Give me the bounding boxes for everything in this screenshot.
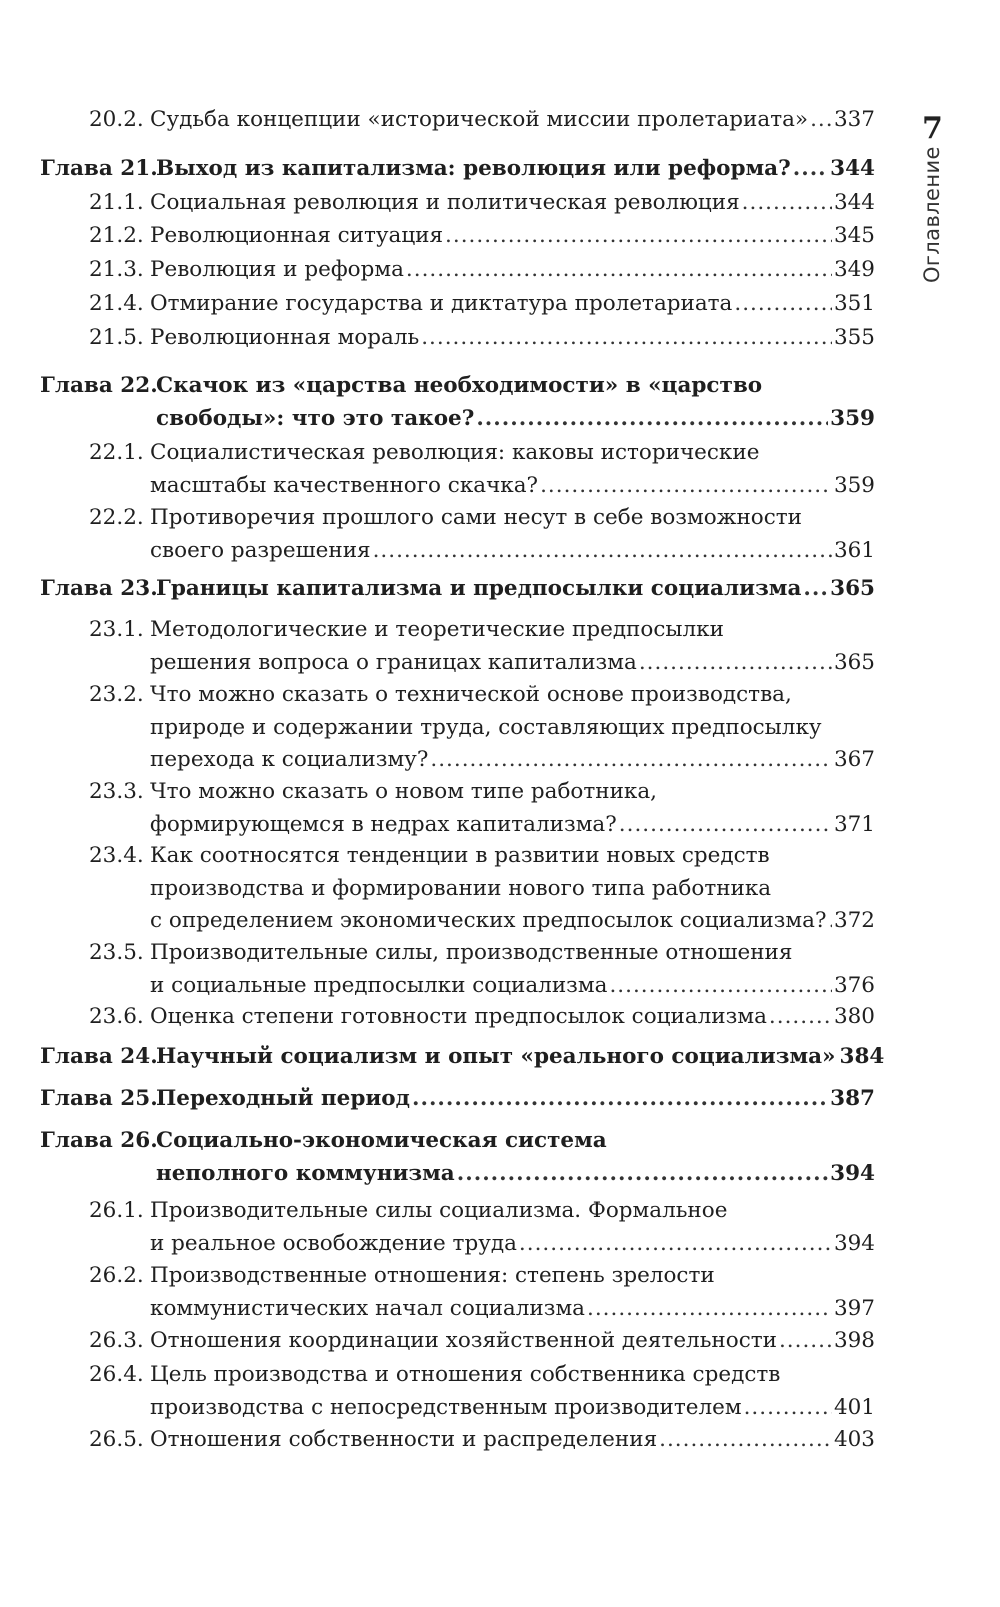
- toc-entry-title: [150, 322, 875, 355]
- toc-entry-number: 26.3.: [89, 1328, 144, 1353]
- toc-page-number[interactable]: 387: [830, 1086, 875, 1111]
- toc-entry-number: Глава 25.: [40, 1086, 158, 1111]
- toc-chapter-entry[interactable]: [0, 573, 1000, 606]
- toc-page-number[interactable]: 337: [833, 107, 875, 132]
- toc-entry-line: [150, 1424, 875, 1457]
- toc-page-number[interactable]: 365: [833, 649, 875, 675]
- toc-page-number[interactable]: 344: [830, 156, 875, 181]
- toc-page-number[interactable]: 359: [833, 472, 875, 498]
- dot-leader: [810, 104, 832, 137]
- toc-entry-title: [156, 1083, 875, 1116]
- toc-entry-line: [150, 220, 875, 253]
- toc-entry-title: [150, 1359, 875, 1424]
- toc-entry-number: 26.4.: [89, 1362, 144, 1387]
- toc-section-entry[interactable]: [0, 104, 1000, 137]
- toc-page-number[interactable]: 355: [833, 325, 875, 350]
- toc-section-entry[interactable]: [0, 502, 1000, 567]
- toc-entry-title: [150, 679, 875, 777]
- toc-entry-line: [156, 1125, 875, 1158]
- toc-entry-number: 21.4.: [89, 291, 144, 316]
- toc-entry-line: [150, 502, 875, 535]
- dot-leader: [659, 1424, 832, 1457]
- toc-entry-title: [150, 220, 875, 253]
- toc-entry-line-text: Производственные отношения: степень зрелости: [150, 1263, 715, 1288]
- toc-entry-line: [150, 776, 875, 809]
- toc-entry-title: [150, 776, 875, 841]
- toc-entry-line: [150, 1228, 875, 1261]
- toc-section-entry[interactable]: [0, 840, 1000, 938]
- toc-entry-line-text: Отмирание государства и диктатура пролетариата: [150, 291, 733, 316]
- toc-page-number[interactable]: 380: [833, 1004, 875, 1029]
- toc-entry-line-text: масштабы качественного скачка?: [150, 472, 539, 498]
- toc-entry-title: [150, 1325, 875, 1358]
- toc-entry-number: 23.1.: [89, 617, 144, 642]
- toc-entry-number: 22.1.: [89, 440, 144, 465]
- toc-page-number[interactable]: 372: [833, 908, 875, 933]
- toc-entry-number: 23.3.: [89, 779, 144, 804]
- toc-entry-line-text: производства с непосредственным производителем: [150, 1394, 742, 1420]
- toc-page-number[interactable]: 344: [833, 190, 875, 215]
- toc-entry-number: Глава 21.: [40, 156, 158, 181]
- toc-section-entry[interactable]: [0, 679, 1000, 777]
- toc-section-entry[interactable]: [0, 220, 1000, 253]
- toc-entry-line: [150, 1359, 875, 1392]
- toc-entry-line: [150, 970, 875, 1003]
- toc-entry-line: [156, 1158, 875, 1191]
- toc-entry-line: [150, 1325, 875, 1358]
- toc-entry-title: [156, 370, 875, 435]
- dot-leader: [540, 470, 832, 503]
- toc-entry-title: [150, 254, 875, 287]
- toc-entry-line: [150, 647, 875, 680]
- toc-entry-line-text: Что можно сказать о технической основе производства,: [150, 682, 792, 707]
- toc-entry-line-text: свободы»: что это такое?: [156, 405, 475, 431]
- toc-page-number[interactable]: 371: [833, 811, 875, 837]
- page-number: 7: [922, 111, 943, 146]
- toc-entry-number: Глава 23.: [40, 576, 158, 601]
- dot-leader: [421, 322, 832, 355]
- toc-entry-line: [156, 403, 875, 436]
- toc-entry-line-text: природе и содержании труда, составляющих предпосылку: [150, 714, 822, 740]
- toc-page-number[interactable]: 359: [830, 405, 875, 431]
- toc-section-entry[interactable]: [0, 437, 1000, 502]
- dot-leader: [476, 403, 828, 436]
- toc-page-number[interactable]: 384: [839, 1044, 885, 1069]
- toc-entry-number: Глава 22.: [40, 373, 158, 398]
- toc-entry-number: Глава 24.: [40, 1044, 158, 1069]
- toc-entry-line: [150, 322, 875, 355]
- toc-chapter-entry[interactable]: [0, 153, 1000, 186]
- toc-page-number[interactable]: 394: [833, 1230, 875, 1256]
- toc-entry-title: [150, 187, 875, 220]
- toc-entry-title: [150, 1195, 875, 1260]
- toc-entry-line: [156, 153, 875, 186]
- dot-leader: [828, 905, 831, 938]
- toc-entry-number: 23.2.: [89, 682, 144, 707]
- toc-section-entry[interactable]: [0, 1424, 1000, 1457]
- toc-entry-line: [150, 1001, 875, 1034]
- toc-entry-line-text: и реальное освобождение труда: [150, 1230, 517, 1256]
- toc-entry-line-text: Переходный период: [156, 1086, 410, 1111]
- toc-entry-number: 21.2.: [89, 223, 144, 248]
- toc-entry-title: [156, 153, 875, 186]
- toc-entry-line: [156, 370, 875, 403]
- toc-entry-line-text: Отношения собственности и распределения: [150, 1427, 658, 1452]
- toc-entry-line-text: Противоречия прошлого сами несут в себе возможности: [150, 505, 803, 530]
- dot-leader: [457, 1158, 828, 1191]
- dot-leader: [412, 1083, 828, 1116]
- toc-page-number[interactable]: 361: [833, 537, 875, 563]
- toc-entry-line-text: Цель производства и отношения собственника средств: [150, 1362, 781, 1387]
- toc-entry-line: [150, 104, 875, 137]
- toc-entry-line: [150, 1392, 875, 1425]
- toc-entry-line-text: и социальные предпосылки социализма: [150, 972, 608, 998]
- toc-chapter-entry[interactable]: [0, 1125, 1000, 1190]
- toc-entry-number: 23.6.: [89, 1004, 144, 1029]
- toc-entry-line: [150, 1195, 875, 1228]
- toc-entry-line: [150, 744, 875, 777]
- toc-entry-title: [150, 437, 875, 502]
- toc-entry-number: 21.1.: [89, 190, 144, 215]
- toc-entry-number: 26.5.: [89, 1427, 144, 1452]
- toc-entry-line-text: Границы капитализма и предпосылки социализма: [156, 576, 802, 601]
- toc-entry-title: [150, 104, 875, 137]
- toc-entry-title: [150, 937, 875, 1002]
- dot-leader: [619, 809, 832, 842]
- toc-entry-line: [150, 1260, 875, 1293]
- toc-entry-number: 26.2.: [89, 1263, 144, 1288]
- toc-entry-line-text: Научный социализм и опыт «реального социализма»: [156, 1044, 836, 1069]
- toc-entry-title: [150, 840, 875, 938]
- toc-section-entry[interactable]: [0, 937, 1000, 1002]
- toc-entry-line: [150, 905, 875, 938]
- toc-entry-line: [150, 679, 875, 712]
- toc-page-number[interactable]: 397: [833, 1295, 875, 1321]
- toc-entry-line: [150, 873, 875, 906]
- toc-entry-number: 23.4.: [89, 843, 144, 868]
- toc-entry-title: [150, 502, 875, 567]
- toc-section-entry[interactable]: [0, 1325, 1000, 1358]
- dot-leader: [373, 535, 832, 568]
- toc-entry-line: [150, 187, 875, 220]
- toc-entry-number: 20.2.: [89, 107, 144, 132]
- toc-entry-line-text: Методологические и теоретические предпосылки: [150, 617, 724, 642]
- toc-entry-line-text: формирующемся в недрах капитализма?: [150, 811, 617, 837]
- toc-entry-title: [150, 614, 875, 679]
- dot-leader: [742, 187, 832, 220]
- dot-leader: [639, 647, 832, 680]
- toc-entry-line: [150, 712, 875, 745]
- dot-leader: [587, 1293, 832, 1326]
- toc-section-entry[interactable]: [0, 776, 1000, 841]
- toc-entry-title: [156, 573, 875, 606]
- toc-entry-line-text: производства и формировании нового типа работника: [150, 875, 772, 901]
- toc-entry-line-text: Производительные силы социализма. Формальное: [150, 1198, 728, 1223]
- toc-page-number[interactable]: 349: [833, 257, 875, 282]
- dot-leader: [430, 744, 832, 777]
- toc-entry-line: [150, 937, 875, 970]
- toc-entry-line: [150, 288, 875, 321]
- toc-page-number[interactable]: 403: [833, 1427, 875, 1452]
- toc-entry-line: [150, 1293, 875, 1326]
- toc-page-number[interactable]: 394: [830, 1160, 875, 1186]
- toc-section-entry[interactable]: [0, 322, 1000, 355]
- toc-entry-number: 21.3.: [89, 257, 144, 282]
- toc-entry-line-text: Социальная революция и политическая революция: [150, 190, 740, 215]
- toc-entry-line-text: Скачок из «царства необходимости» в «царство: [156, 373, 763, 398]
- toc-entry-line-text: Оценка степени готовности предпосылок социализма: [150, 1004, 767, 1029]
- toc-page-number[interactable]: 398: [833, 1328, 875, 1353]
- dot-leader: [779, 1325, 832, 1358]
- toc-section-entry[interactable]: [0, 1260, 1000, 1325]
- toc-entry-line-text: Революция и реформа: [150, 257, 404, 282]
- toc-entry-line-text: с определением экономических предпосылок социализма?: [150, 908, 827, 933]
- toc-entry-line-text: своего разрешения: [150, 537, 371, 563]
- toc-entry-line: [150, 437, 875, 470]
- dot-leader: [406, 254, 832, 287]
- toc-chapter-entry[interactable]: [0, 1041, 1000, 1074]
- toc-entry-title: [150, 288, 875, 321]
- toc-page-number[interactable]: 365: [830, 576, 875, 601]
- toc-page-number[interactable]: 376: [833, 972, 875, 998]
- toc-entry-line: [156, 1041, 885, 1074]
- toc-page-number[interactable]: 367: [833, 747, 875, 772]
- toc-entry-line: [150, 470, 875, 503]
- toc-entry-line-text: Судьба концепции «исторической миссии пролетариата»: [150, 107, 809, 132]
- toc-entry-line-text: Отношения координации хозяйственной деятельности: [150, 1328, 777, 1353]
- toc-entry-title: [150, 1424, 875, 1457]
- dot-leader: [445, 220, 832, 253]
- toc-entry-number: 22.2.: [89, 505, 144, 530]
- dot-leader: [769, 1001, 832, 1034]
- toc-entry-line-text: решения вопроса о границах капитализма: [150, 649, 637, 675]
- toc-entry-title: [156, 1125, 875, 1190]
- toc-section-entry[interactable]: [0, 187, 1000, 220]
- toc-entry-title: [156, 1041, 885, 1074]
- toc-entry-line-text: Что можно сказать о новом типе работника,: [150, 779, 658, 804]
- toc-entry-line: [156, 573, 875, 606]
- toc-entry-line-text: Производительные силы, производственные отношения: [150, 940, 793, 965]
- toc-entry-line-text: Революционная мораль: [150, 325, 420, 350]
- toc-entry-line: [156, 1083, 875, 1116]
- toc-entry-line-text: неполного коммунизма: [156, 1160, 455, 1186]
- toc-page-number[interactable]: 351: [833, 291, 875, 316]
- toc-page-number[interactable]: 345: [833, 223, 875, 248]
- toc-entry-number: 23.5.: [89, 940, 144, 965]
- toc-entry-title: [150, 1001, 875, 1034]
- toc-section-entry[interactable]: [0, 1001, 1000, 1034]
- toc-section-entry[interactable]: [0, 614, 1000, 679]
- toc-entry-line: [150, 535, 875, 568]
- toc-entry-line-text: Выход из капитализма: революция или реформа?: [156, 156, 791, 181]
- dot-leader: [803, 573, 828, 606]
- toc-section-entry[interactable]: [0, 254, 1000, 287]
- toc-entry-line-text: перехода к социализму?: [150, 747, 429, 772]
- dot-leader: [793, 153, 828, 186]
- toc-entry-line: [150, 840, 875, 873]
- toc-entry-number: Глава 26.: [40, 1128, 158, 1153]
- toc-section-entry[interactable]: [0, 1195, 1000, 1260]
- toc-section-entry[interactable]: [0, 1359, 1000, 1424]
- dot-leader: [519, 1228, 832, 1261]
- toc-entry-title: [150, 1260, 875, 1325]
- toc-entry-line: [150, 614, 875, 647]
- dot-leader: [609, 970, 832, 1003]
- toc-page-number[interactable]: 401: [833, 1394, 875, 1420]
- toc-entry-line-text: коммунистических начал социализма: [150, 1295, 585, 1321]
- toc-entry-line-text: Революционная ситуация: [150, 223, 444, 248]
- toc-chapter-entry[interactable]: [0, 1083, 1000, 1116]
- running-title: Оглавление: [920, 146, 944, 283]
- toc-section-entry[interactable]: [0, 288, 1000, 321]
- toc-entry-line-text: Социалистическая революция: каковы исторические: [150, 440, 760, 465]
- toc-entry-line-text: Как соотносятся тенденции в развитии новых средств: [150, 843, 770, 868]
- dot-leader: [734, 288, 832, 321]
- dot-leader: [744, 1392, 832, 1425]
- toc-entry-number: 21.5.: [89, 325, 144, 350]
- toc-entry-number: 26.1.: [89, 1198, 144, 1223]
- toc-entry-line: [150, 254, 875, 287]
- toc-chapter-entry[interactable]: [0, 370, 1000, 435]
- toc-entry-line-text: Социально-экономическая система: [156, 1128, 607, 1153]
- toc-entry-line: [150, 809, 875, 842]
